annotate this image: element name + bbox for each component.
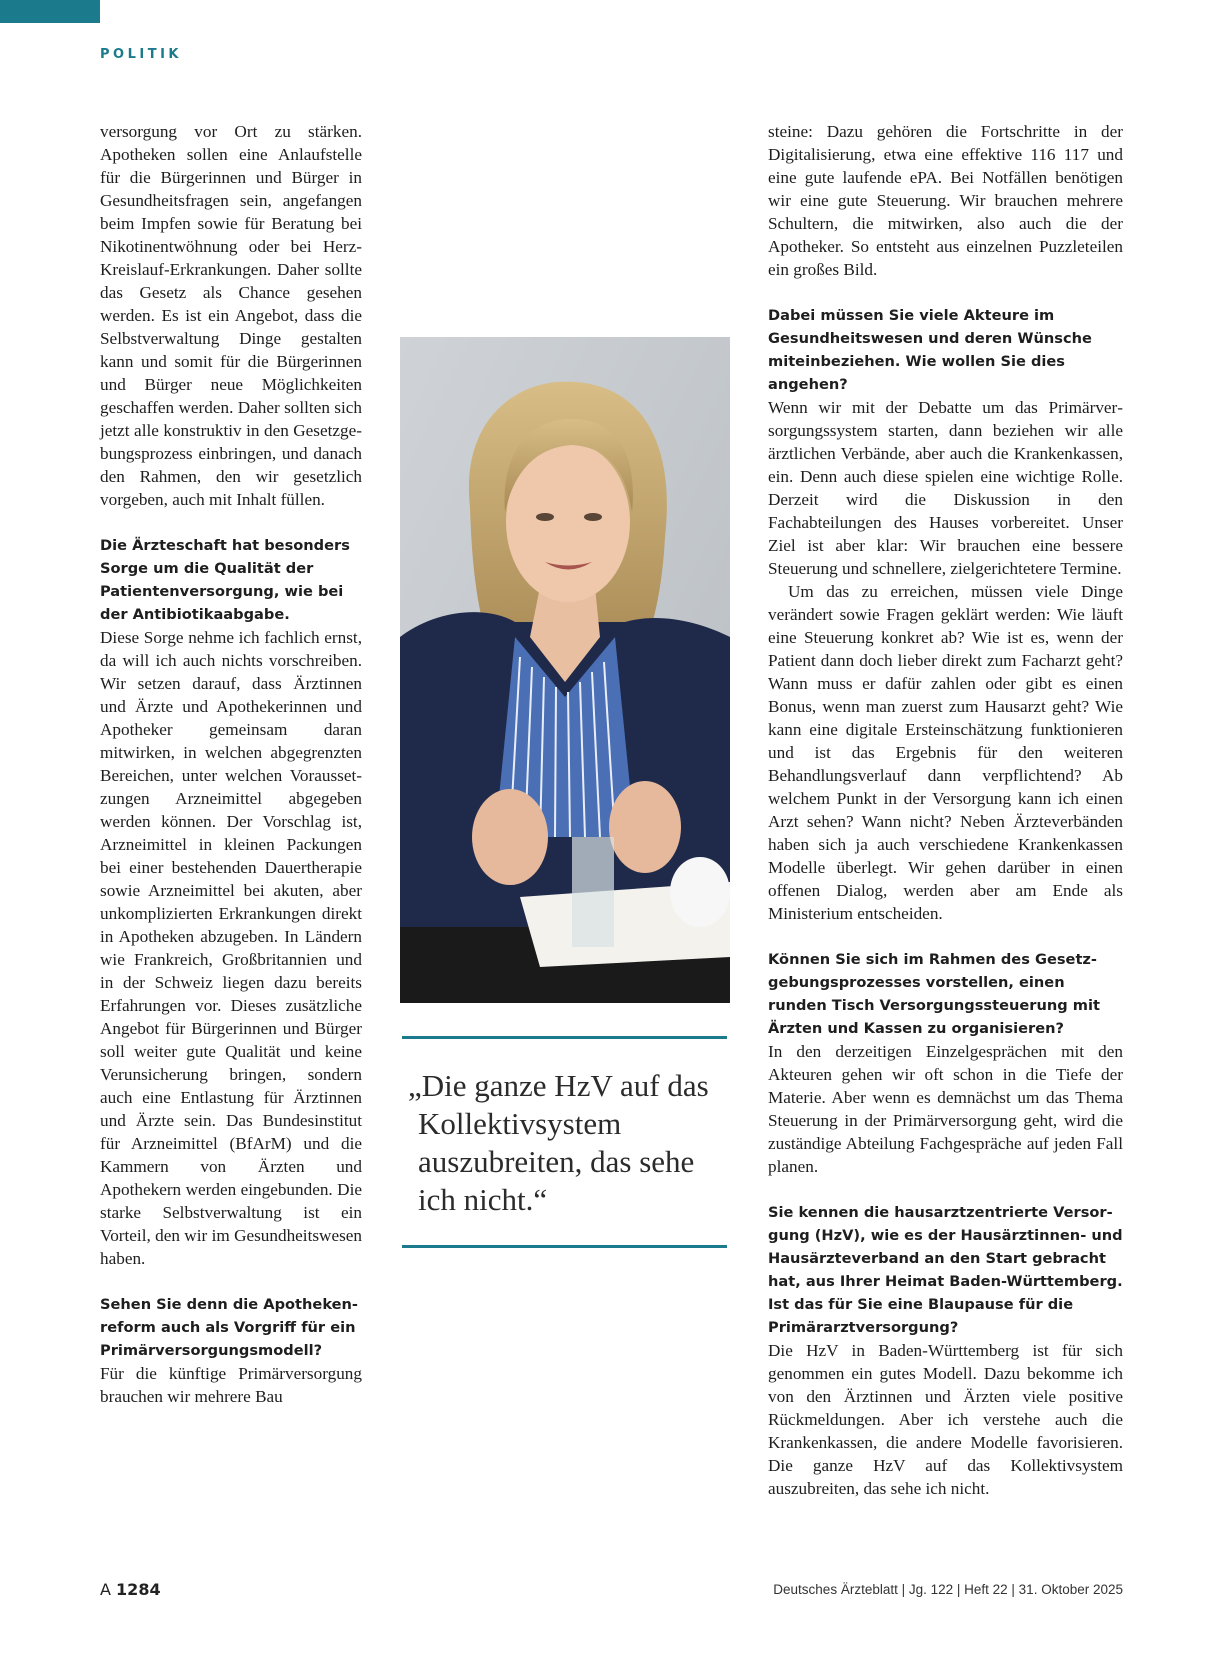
interview-answer: In den derzeitigen Einzelgesprächen mit den Akteuren gehen wir oft schon in die Tiefe der Materie. Aber wenn es demnächst um das Thema Steuerung in der Primärversorgung geht, wird die zuständige Abteilung Fachgespräche auf jeden Fall planen. (768, 1042, 1123, 1176)
interview-answer: Diese Sorge nehme ich fachlich ernst, da will ich auch nichts vorschreiben. Wir setzen darauf, dass Ärztinnen und Ärzte und Apothekerinnen und Apotheker gemeinsam daran mitwirken, in welchen abgegrenzten Bereichen, unter welchen Voraussetzungen Arzneimittel abgegeben werden können. Der Vorschlag ist, Arzneimittel in kleinen Packungen bei einer bestehenden Dauertherapie sowie Arzneimittel bei akuten, aber unkomplizierten Erkrankungen direkt in Apotheken abzugeben. In Ländern wie Frankreich, Großbritannien und in der Schweiz liegen dazu bereits Erfahrungen vor. Dieses zusätzliche Angebot für Bürgerinnen und Bürger soll weiter gute Qualität und keine Verunsicherung bringen, sondern auch eine Entlastung für Ärztinnen und Ärzte sein. Das Bundesinstitut für Arzneimittel (BfArM) und die Kammern von Ärzten und Apothekern werden eingebunden. Die starke Selbstverwaltung ist ein Vorteil, den wir im Gesundheitswesen haben. (100, 628, 362, 1268)
interview-question: Dabei müssen Sie viele Akteure im Gesundheitswesen und deren Wünsche miteinbeziehen. Wie wollen Sie dies angehen? (768, 307, 1092, 393)
interview-answer: Wenn wir mit der Debatte um das Primärversorgungssystem starten, dann beziehen wir alle ärztlichen Verbände, aber auch die Krankenkassen, ein. Denn auch diese spielen eine wichtige Rolle. Derzeit wird die Diskussion in den Fachabteilungen des Hauses vorbereitet. Unser Ziel ist aber klar: Wir brauchen eine bessere Steuerung und schnellere, zielgerichtetere Termine. (768, 398, 1123, 578)
section-label: POLITIK (100, 47, 182, 62)
pull-quote-body: Die ganze HzV auf das Kollektivsystem auszubreiten, das sehe ich nicht.“ (418, 1068, 709, 1217)
page-number (100, 1580, 161, 1599)
interview-question: Die Ärzteschaft hat besonders Sorge um die Qualität der Patientenversorgung, wie bei der Antibiotikaabgabe. (100, 537, 350, 623)
paragraph: versorgung vor Ort zu stärken. Apotheken sollen eine Anlaufstelle für die Bürgerinnen und Bürger in Gesundheitsfragen sein, angefangen beim Impfen sowie für Beratung bei Nikotinentwöhnung oder bei Herz-Kreislauf-Erkrankungen. Daher sollte das Gesetz als Chance gesehen werden. Es ist ein Angebot, dass die Selbstverwaltung Dinge gestalten kann und somit für die Bürgerinnen und Bürger neue Möglichkeiten geschaffen werden. Daher sollten sich jetzt alle konstruktiv in den Gesetzgebungsprozess einbringen, und danach den Rahmen, den wir gesetzlich vorgeben, auch mit Inhalt füllen. (100, 122, 362, 509)
publication-info: Deutsches Ärzteblatt | Jg. 122 | Heft 22 | 31. Oktober 2025 (773, 1582, 1123, 1597)
pull-quote-text (402, 1039, 727, 1219)
interview-question: Sie kennen die hausarztzentrierte Versorgung (HzV), wie es der Hausärztinnen- und Hausärzteverband an den Start gebracht hat, aus Ihrer Heimat Baden-Württemberg. Ist das für Sie eine Blaupause für die Primärarztversorgung? (768, 1204, 1123, 1336)
page-prefix: A (100, 1580, 111, 1599)
article-column-right (768, 120, 1123, 1500)
article-column-left (100, 120, 362, 1408)
interview-answer: Die HzV in Baden-Württemberg ist für sich genommen ein gutes Modell. Dazu bekomme ich von den Ärztinnen und Ärzten viele positive Rückmeldungen. Aber ich verstehe auch die Krankenkassen, die andere Modelle favorisieren. Die ganze HzV auf das Kollektivsystem auszubreiten, das sehe ich nicht. (768, 1341, 1123, 1498)
interview-question: Sehen Sie denn die Apothekenreform auch als Vorgriff für ein Primärversorgungsmodell? (100, 1296, 358, 1359)
interview-answer: Um das zu erreichen, müssen viele Dinge verändert sowie Fragen geklärt werden: Wie läuft eine Steuerung konkret ab? Wie ist es, wenn der Patient dann doch lieber direkt zum Facharzt geht? Wann muss er dafür zahlen oder gibt es einen Bonus, wenn man zuerst zum Hausarzt geht? Wie kann eine digitale Ersteinschätzung funktionieren und ist das Ergebnis für den weiteren Behandlungsverlauf dann verpflichtend? Ab welchem Punkt in der Versorgung kann ich einen Arzt sehen? Wann nicht? Neben Ärzteverbänden haben sich ja auch verschiedene Krankenkassen Modelle überlegt. Wir gehen darüber in einen offenen Dialog, werden aber am Ende als Ministerium entscheiden. (768, 582, 1123, 923)
interview-question: Können Sie sich im Rahmen des Gesetzgebungsprozesses vorstellen, einen runden Tisch Versorgungssteuerung mit Ärzten und Kassen zu organisieren? (768, 951, 1100, 1037)
section-color-tab (0, 0, 100, 23)
pull-quote (402, 1036, 727, 1248)
paragraph: steine: Dazu gehören die Fortschritte in der Digitalisierung, etwa eine effektive 116 117 und eine gute laufende ePA. Bei Notfällen benötigen wir eine gute Steuerung. Wir brauchen mehrere Schultern, die mitwirken, also auch die der Apotheker. So entsteht aus einzelnen Puzzleteilen ein großes Bild. (768, 122, 1123, 279)
portrait-photo (400, 337, 730, 1003)
page-number-value: 1284 (116, 1580, 161, 1599)
interview-answer: Für die künftige Primärversorgung brauchen wir mehrere Bau (100, 1364, 362, 1406)
pull-quote-open-mark: „ (408, 1068, 422, 1103)
